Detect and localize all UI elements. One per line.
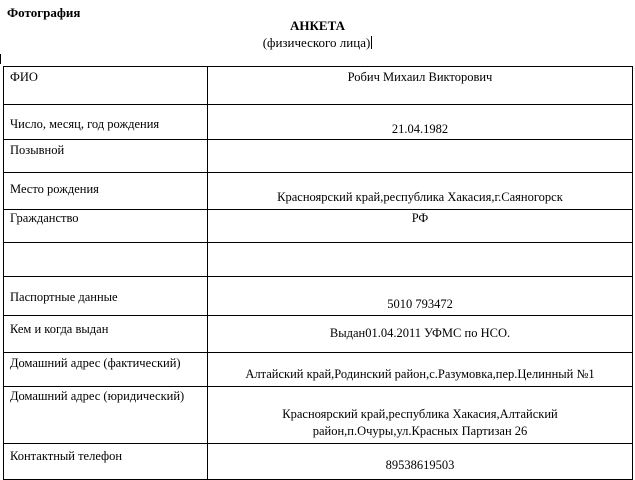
table-row [4, 67, 633, 105]
field-value-birthdate: 21.04.1982 [391, 122, 449, 136]
label-cell [4, 243, 208, 277]
form-subtitle-text: (физического лица) [262, 35, 371, 50]
table-row [4, 140, 633, 173]
value-cell[interactable] [208, 67, 633, 105]
label-cell [4, 353, 208, 387]
field-label-birthplace: Место рождения [10, 182, 99, 196]
legal-address-line-2: район,п.Очуры,ул.Красных Партизан 26 [312, 424, 528, 438]
field-label-legal-address: Домашний адрес (юридический) [10, 389, 185, 403]
label-cell [4, 316, 208, 353]
field-label-phone: Контактный телефон [10, 449, 123, 463]
label-cell [4, 105, 208, 140]
label-cell [4, 444, 208, 480]
table-row [4, 105, 633, 140]
field-label-actual-address: Домашний адрес (фактический) [10, 356, 181, 370]
label-cell [4, 67, 208, 105]
field-label-callsign: Позывной [10, 143, 65, 157]
field-value-fio: Робич Михаил Викторович [347, 70, 493, 84]
label-cell [4, 277, 208, 316]
table-row [4, 210, 633, 243]
label-cell [4, 140, 208, 173]
value-cell[interactable] [208, 173, 633, 210]
value-cell[interactable] [208, 316, 633, 353]
field-label-birthdate: Число, месяц, год рождения [10, 117, 160, 131]
field-label-citizenship: Гражданство [10, 211, 79, 225]
field-label-passport: Паспортные данные [10, 290, 118, 304]
value-cell[interactable] [208, 105, 633, 140]
field-label-fio: ФИО [10, 70, 38, 84]
field-value-actual-address: Алтайский край,Родинский район,с.Разумовка,пер.Целинный №1 [245, 367, 595, 381]
field-value-birthplace: Красноярский край,республика Хакасия,г.Саяногорск [277, 190, 563, 204]
value-cell[interactable] [208, 444, 633, 480]
table-row [4, 173, 633, 210]
page-margin-mark [0, 54, 1, 64]
field-value-issued-by: Выдан01.04.2011 УФМС по НСО. [329, 326, 511, 340]
table-row [4, 353, 633, 387]
form-subtitle [0, 35, 635, 51]
value-cell[interactable] [208, 243, 633, 277]
value-cell[interactable] [208, 353, 633, 387]
table-row [4, 387, 633, 444]
questionnaire-table [3, 66, 633, 480]
photo-label: Фотография [7, 5, 81, 20]
field-value-citizenship: РФ [411, 211, 429, 225]
text-cursor [371, 36, 372, 49]
legal-address-line-1: Красноярский край,республика Хакасия,Алтайский [282, 407, 558, 421]
field-label-issued-by: Кем и когда выдан [10, 322, 109, 336]
value-cell[interactable] [208, 277, 633, 316]
table-row [4, 243, 633, 277]
value-cell[interactable] [208, 140, 633, 173]
table-row [4, 277, 633, 316]
form-title: АНКЕТА [289, 18, 345, 33]
value-cell[interactable] [208, 210, 633, 243]
field-value-passport: 5010 793472 [387, 297, 453, 311]
label-cell [4, 173, 208, 210]
label-cell [4, 387, 208, 444]
label-cell [4, 210, 208, 243]
field-value-phone: 89538619503 [385, 458, 455, 472]
field-value-legal-address [208, 406, 632, 440]
table-row [4, 444, 633, 480]
value-cell[interactable] [208, 387, 633, 444]
table-row [4, 316, 633, 353]
